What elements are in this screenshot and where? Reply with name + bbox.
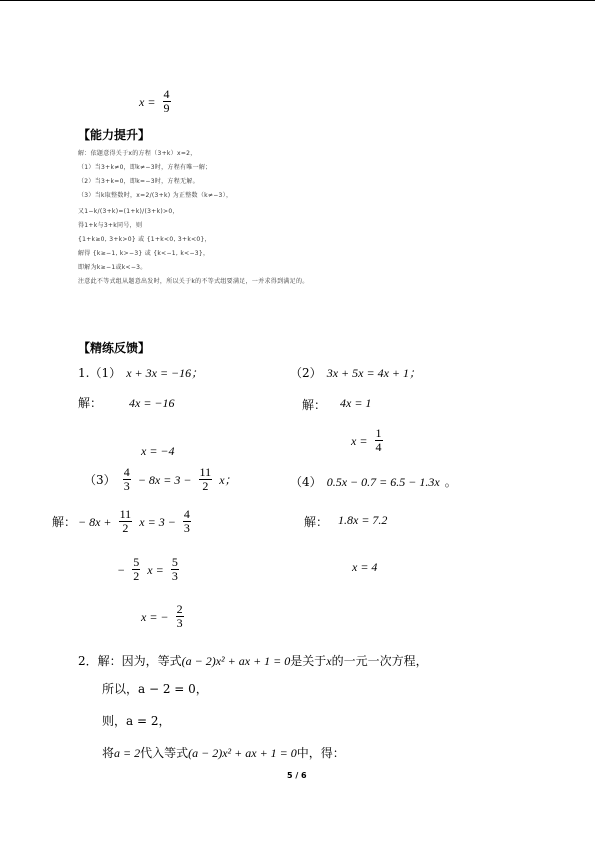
expr-part: − (117, 563, 126, 577)
problem-1-1-jie: 解： (78, 396, 103, 410)
fraction-num: 4 (123, 465, 130, 479)
text-part: 代入等式 (140, 746, 189, 760)
text-part: 中，得： (296, 746, 345, 760)
fraction-den: 4 (375, 440, 382, 454)
blurred-line: {1+k≥0, 3+k>0} 或 {1+k<0, 3+k<0}， (78, 236, 211, 243)
problem-1-3-mid: − 8x = 3 − (137, 473, 192, 487)
problem-1-1-step2: x = −4 (141, 444, 175, 458)
page-top-border (0, 0, 595, 1)
problem-1-2-label: （2） (290, 366, 322, 380)
page-number: 5 / 6 (287, 771, 307, 780)
top-eq-den: 9 (163, 101, 170, 115)
expr-part: − 8x + (78, 515, 112, 529)
fraction-num: 2 (176, 602, 183, 616)
problem-1-3-line2 (117, 556, 181, 583)
blurred-line: 得1+k与3+k同号，则 (78, 222, 143, 229)
problem-1-3-frac-b (199, 466, 213, 493)
fraction-num: 5 (133, 555, 140, 569)
blurred-line: 注意此不等式组从题意出发时，所以关于k的不等式组要满足，一并求得到满足的。 (78, 278, 309, 285)
expr-part: x = − (141, 610, 169, 624)
text-part: 2．解：因为，等式 (78, 654, 182, 668)
top-eq-num: 4 (163, 87, 170, 101)
blurred-line: 又1−k/(3+k)=(1+k)/(3+k)>0， (78, 208, 179, 215)
problem-1-4 (290, 471, 457, 490)
fraction-den: 2 (133, 569, 140, 583)
fraction-den: 2 (202, 479, 209, 493)
fraction-num: 4 (183, 507, 190, 521)
fraction-num: 5 (171, 555, 178, 569)
problem-1-3-line3 (141, 603, 186, 630)
expr-part: x = (147, 563, 164, 577)
question-2-line2: 所以，a − 2 = 0， (102, 682, 208, 696)
fraction (119, 508, 133, 535)
fraction-den: 2 (122, 521, 129, 535)
question-2-line3: 则，a = 2， (102, 714, 171, 728)
section-ability-heading: 【能力提升】 (78, 128, 151, 142)
blurred-line: （1）当3+k≠0，即k≠−3时，方程有唯一解； (78, 164, 212, 171)
fraction-den: 3 (123, 479, 130, 493)
problem-1-3-label: （3） (84, 473, 116, 487)
problem-1-4-jie: 解： (304, 515, 329, 529)
blurred-line: 解：依题意得关于x的方程（3+k）x=2， (78, 150, 197, 157)
problem-1-4-end: 。 (444, 475, 457, 489)
fraction-den: 3 (176, 616, 183, 630)
top-equation (139, 88, 173, 115)
equation: a = 2 (114, 746, 141, 760)
blurred-line: （2）当3+k=0，即k=−3时，方程无解。 (78, 178, 199, 185)
problem-1-2 (290, 362, 421, 381)
problem-1-2-step2 (351, 427, 385, 454)
problem-1-4-equation: 0.5x − 0.7 = 6.5 − 1.3x (326, 475, 440, 489)
problem-1-3-line1 (78, 508, 193, 535)
fraction-den: 3 (183, 521, 190, 535)
problem-1-3-tail: x； (219, 473, 237, 487)
problem-1-1 (78, 362, 203, 381)
variable: x (326, 654, 332, 668)
blurred-line: 即解为k≥−1或k<−3。 (78, 264, 147, 271)
fraction-num: 11 (119, 507, 132, 521)
fraction-num: 11 (199, 465, 212, 479)
text-part: 将 (102, 746, 115, 760)
expr-part: x = 3 − (139, 515, 176, 529)
question-2-line4 (102, 744, 345, 761)
problem-1-3-frac-a (123, 466, 131, 493)
problem-1-4-step2: x = 4 (352, 560, 378, 574)
problem-1-2-step1: 4x = 1 (340, 396, 372, 410)
problem-1-2-equation: 3x + 5x = 4x + 1； (326, 366, 422, 380)
fraction (132, 556, 140, 583)
fraction (171, 556, 179, 583)
question-2-line1 (78, 652, 428, 669)
blurred-solution-block (78, 150, 408, 286)
problem-1-3-jie: 解： (52, 515, 77, 529)
problem-1-4-step1: 1.8x = 7.2 (338, 513, 388, 527)
text-part: 的一元一次方程， (331, 654, 428, 668)
fraction (176, 603, 184, 630)
equation: (a − 2)x² + ax + 1 = 0 (188, 746, 297, 760)
equation: (a − 2)x² + ax + 1 = 0 (181, 654, 291, 668)
blurred-line: （3）当k取整数时，x=2/(3+k) 为正整数（k≠−3）， (78, 192, 233, 199)
problem-1-2-step2-lhs: x = (351, 434, 368, 448)
top-eq-fraction (163, 88, 171, 115)
fraction-den: 3 (171, 569, 178, 583)
problem-1-1-equation: x + 3x = −16； (126, 366, 204, 380)
blurred-line: 解得 {k≥−1, k>−3} 或 {k<−1, k<−3}， (78, 250, 210, 257)
problem-1-2-jie: 解： (302, 398, 327, 412)
fraction (183, 508, 191, 535)
top-eq-lhs: x = (139, 95, 156, 109)
problem-1-1-step1: 4x = −16 (129, 396, 175, 410)
problem-1-1-label: 1.（1） (78, 366, 122, 380)
fraction-num: 1 (375, 426, 382, 440)
problem-1-2-step2-fraction (375, 427, 383, 454)
problem-1-4-label: （4） (290, 475, 322, 489)
problem-1-3 (84, 466, 237, 493)
text-part: 是关于 (290, 654, 327, 668)
section-feedback-heading: 【精练反馈】 (78, 341, 151, 355)
